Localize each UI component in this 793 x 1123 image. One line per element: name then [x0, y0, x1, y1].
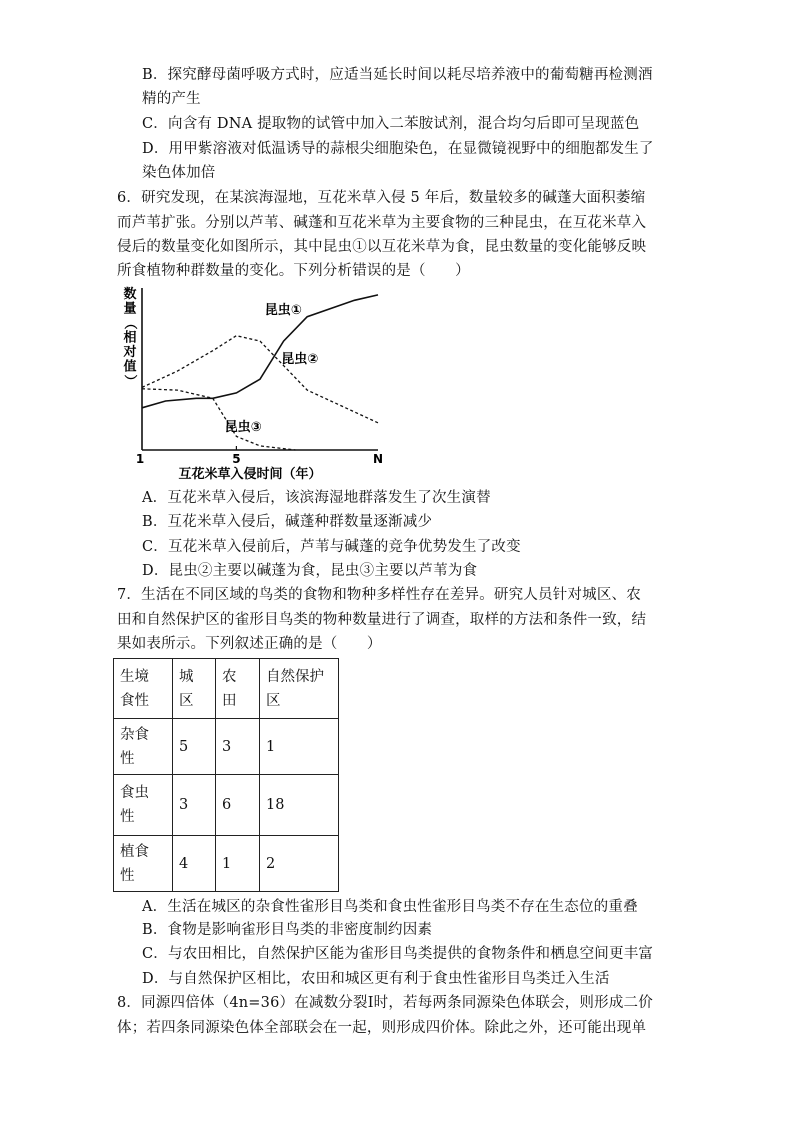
q5-option-d-line2: 染色体加倍 [142, 165, 216, 181]
table-row [114, 836, 339, 892]
q5-option-b-line2: 精的产生 [142, 91, 201, 107]
series-label: 昆虫② [281, 351, 319, 367]
x-tick-label: N [372, 452, 384, 466]
q7-option-d: D．与自然保护区相比，农田和城区更有利于食虫性雀形目鸟类迁入生活 [142, 971, 610, 987]
y-axis-label-char: （ [122, 316, 137, 330]
q6-option-a: A．互花米草入侵后，该滨海湿地群落发生了次生演替 [142, 490, 491, 506]
table-cell: 1 [260, 719, 339, 775]
y-axis-label-char: 对 [123, 345, 137, 360]
table-header-cell: 城 区 [173, 659, 216, 719]
table-row-label: 杂食 性 [114, 719, 173, 775]
q6-option-b: B．互花米草入侵后，碱蓬种群数量逐渐减少 [142, 514, 433, 530]
table-row [114, 719, 339, 775]
q6-option-d: D．昆虫②主要以碱蓬为食，昆虫③主要以芦苇为食 [142, 563, 478, 579]
series-line-1 [142, 295, 378, 408]
x-axis-label: 互花米草入侵时间（年） [178, 467, 322, 482]
table-cell: 5 [173, 719, 216, 775]
table-cell: 3 [216, 719, 260, 775]
table-cell: 4 [173, 836, 216, 892]
q7-option-a: A．生活在城区的杂食性雀形目鸟类和食虫性雀形目鸟类不存在生态位的重叠 [142, 899, 638, 915]
q6-stem-line: 而芦苇扩张。分别以芦苇、碱蓬和互花米草为主要食物的三种昆虫，在互花米草入 [117, 215, 647, 231]
table-cell: 18 [260, 775, 339, 836]
chart-labels [122, 286, 322, 482]
insect-population-chart [120, 284, 390, 482]
table-cell: 3 [173, 775, 216, 836]
q5-option-b-line1: B．探究酵母菌呼吸方式时，应适当延长时间以耗尽培养液中的葡萄糖再检测酒 [142, 67, 653, 83]
q6-stem-line: 所食植物种群数量的变化。下列分析错误的是（ ） [117, 263, 470, 279]
table-header-cell: 农 田 [216, 659, 260, 719]
q8-stem-line: 8．同源四倍体（4n=36）在减数分裂Ⅰ时，若每两条同源染色体联会，则形成二价 [117, 995, 653, 1011]
chart-axes [136, 288, 383, 466]
q5-option-c: C．向含有 DNA 提取物的试管中加入二苯胺试剂，混合均匀后即可呈现蓝色 [142, 116, 640, 132]
q5-option-d-line1: D．用甲紫溶液对低温诱导的蒜根尖细胞染色，在显微镜视野中的细胞都发生了 [142, 141, 654, 157]
q7-stem-line: 7．生活在不同区域的鸟类的食物和物种多样性存在差异。研究人员针对城区、农 [117, 587, 641, 603]
table-row-label: 食虫 性 [114, 775, 173, 836]
table-row [114, 775, 339, 836]
y-axis-label-char: ） [122, 374, 137, 388]
table-row-label: 植食 性 [114, 836, 173, 892]
table-cell: 2 [260, 836, 339, 892]
bird-species-table [113, 658, 339, 892]
x-tick-label: 1 [135, 452, 145, 466]
q7-stem-line: 果如表所示。下列叙述正确的是（ ） [117, 636, 382, 652]
y-axis-label-char: 数 [123, 287, 137, 302]
table-cell: 1 [216, 836, 260, 892]
q8-stem-line: 体；若四条同源染色体全部联会在一起，则形成四价体。除此之外，还可能出现单 [117, 1020, 647, 1036]
q7-stem-line: 田和自然保护区的雀形目鸟类的物种数量进行了调查，取样的方法和条件一致，结 [117, 612, 647, 628]
series-label: 昆虫③ [224, 419, 262, 435]
table-header-cell: 自然保护 区 [260, 659, 339, 719]
q6-option-c: C．互花米草入侵前后，芦苇与碱蓬的竞争优势发生了改变 [142, 539, 521, 555]
q7-option-c: C．与农田相比，自然保护区能为雀形目鸟类提供的食物条件和栖息空间更丰富 [142, 946, 654, 962]
series-label: 昆虫① [264, 302, 302, 318]
y-axis-label-char: 量 [123, 301, 137, 317]
series-line-3 [142, 389, 295, 450]
table-cell: 6 [216, 775, 260, 836]
table-header-row [114, 659, 339, 719]
y-axis-label-char: 相 [123, 330, 137, 346]
q6-stem-line: 侵后的数量变化如图所示，其中昆虫①以互花米草为食，昆虫数量的变化能够反映 [117, 239, 647, 255]
q7-option-b: B．食物是影响雀形目鸟类的非密度制约因素 [142, 922, 433, 938]
y-axis-label-char: 值 [123, 359, 137, 375]
table-header-cell: 生境 食性 [114, 659, 173, 719]
q6-stem-line: 6．研究发现，在某滨海湿地，互花米草入侵 5 年后，数量较多的碱蓬大面积萎缩 [117, 190, 646, 206]
x-tick-label: 5 [232, 452, 241, 466]
